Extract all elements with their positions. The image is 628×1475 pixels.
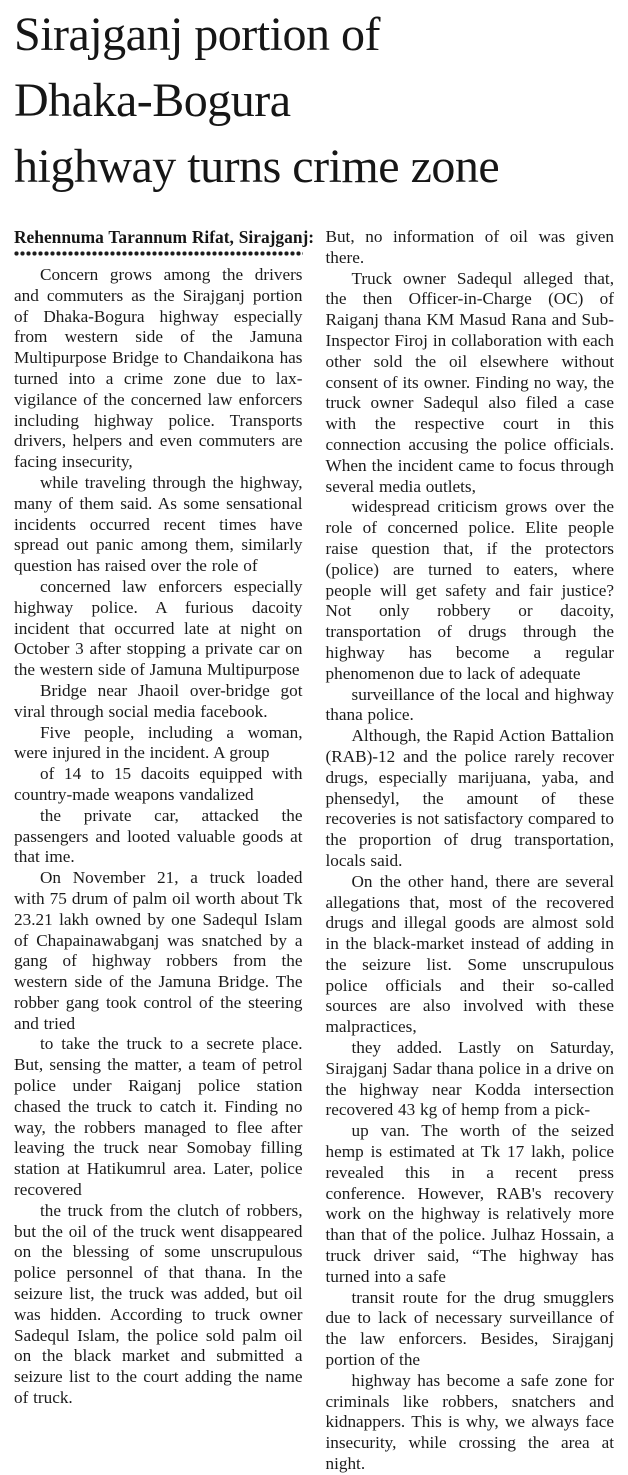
byline: Rehennuma Tarannum Rifat, Sirajganj: (14, 227, 315, 247)
column-right-paragraphs (326, 227, 615, 1475)
paragraph: they added. Lastly on Saturday, Sirajganj Sadar thana police in a drive on the highway near Kodda intersection recovered 43 kg of hemp from a pick- (325, 1038, 614, 1120)
paragraph: while traveling through the highway, many of them said. As some sensational incidents occurred recent times have spread out panic among them, similarly question has raised over the role of (14, 472, 303, 576)
column-right (326, 227, 615, 1475)
paragraph: to take the truck to a secrete place. But, sensing the matter, a team of petrol police under Raiganj police station chased the truck to catch it. Finding no way, the robbers managed to flee after leaving the truck near Somobay filling station at Hatikumrul area. Later, police recovered (14, 1034, 303, 1200)
paragraph: widespread criticism grows over the role of concerned police. Elite people raise question that, if the protectors (police) are turned to eaters, where people will get safety and fair justice? Not only robbery or dacoity, transportation of drugs through the highway has become a regular phenomenon due to lack of adequate (325, 497, 614, 683)
paragraph: transit route for the drug smugglers due to lack of necessary surveillance of the law enforcers. Besides, Sirajganj portion of the (325, 1287, 614, 1370)
paragraph: On November 21, a truck loaded with 75 drum of palm oil worth about Tk 23.21 lakh owned by one Sadequl Islam of Chapainawabganj was snatched by a gang of highway robbers from the western side of the Jamuna Bridge. The robber gang took control of the steering and tried (14, 868, 303, 1033)
article-columns (14, 227, 614, 1475)
paragraph: But, no information of oil was given there. (325, 227, 614, 267)
paragraph: Truck owner Sadequl alleged that, the then Officer-in-Charge (OC) of Raiganj thana KM Masud Rana and Sub-Inspector Firoj in collaboration with each other sold the oil elsewhere without consent of its owner. Finding no way, the truck owner Sadequl also filed a case with the respective court in this connection accusing the police officials. When the incident came to focus through several media outlets, (325, 268, 614, 496)
paragraph: Five people, including a woman, were injured in the incident. A group (14, 722, 303, 763)
column-left-paragraphs (14, 265, 303, 1409)
paragraph: highway has become a safe zone for criminals like robbers, snatchers and kidnappers. This is why, we always face insecurity, while crossing the area at night. (325, 1370, 614, 1474)
headline-line-3: highway turns crime zone (14, 140, 500, 193)
paragraph: up van. The worth of the seized hemp is estimated at Tk 17 lakh, police revealed this in a recent press conference. However, RAB's recovery work on the highway is relatively more than that of the police. Julhaz Hossain, a truck driver said, “The highway has turned into a safe (325, 1121, 614, 1286)
headline (14, 2, 614, 200)
paragraph: of 14 to 15 dacoits equipped with country-made weapons vandalized (14, 764, 303, 804)
paragraph: Concern grows among the drivers and commuters as the Sirajganj portion of Dhaka-Bogura highway especially from western side of the Jamuna Multipurpose Bridge to Chandaikona has turned into a crime zone due to lax-vigilance of the concerned law enforcers including highway police. Transports drivers, helpers and even commuters are facing insecurity, (14, 265, 303, 472)
byline-dotted-divider (14, 251, 303, 256)
paragraph: surveillance of the local and highway thana police. (325, 684, 614, 725)
paragraph: concerned law enforcers especially highway police. A furious dacoity incident that occurred late at night on October 3 after stopping a private car on the western side of Jamuna Multipurpose (14, 576, 303, 680)
paragraph: the truck from the clutch of robbers, but the oil of the truck went disappeared on the blessing of some unscrupulous police personnel of that thana. In the seizure list, the truck was added, but oil was hidden. According to truck owner Sadequl Islam, the police sold palm oil on the black market and submitted a seizure list to the court adding the name of truck. (14, 1200, 303, 1408)
paragraph: On the other hand, there are several allegations that, most of the recovered drugs and illegal goods are almost sold in the black-market instead of adding in the seizure list. Some unscrupulous police officials and their so-called sources are also involved with these malpractices, (325, 871, 614, 1037)
column-left (14, 227, 315, 1475)
paragraph: Although, the Rapid Action Battalion (RAB)-12 and the police rarely recover drugs, especially marijuana, yaba, and phensedyl, the amount of these recoveries is not satisfactory compared to the proportion of drug transportation, locals said. (325, 726, 614, 870)
paragraph: Bridge near Jhaoil over-bridge got viral through social media facebook. (14, 680, 303, 721)
paragraph: the private car, attacked the passengers and looted valuable goods at that ime. (14, 805, 303, 867)
headline-line-2: Dhaka-Bogura (14, 74, 291, 127)
headline-line-1: Sirajganj portion of (14, 8, 380, 61)
